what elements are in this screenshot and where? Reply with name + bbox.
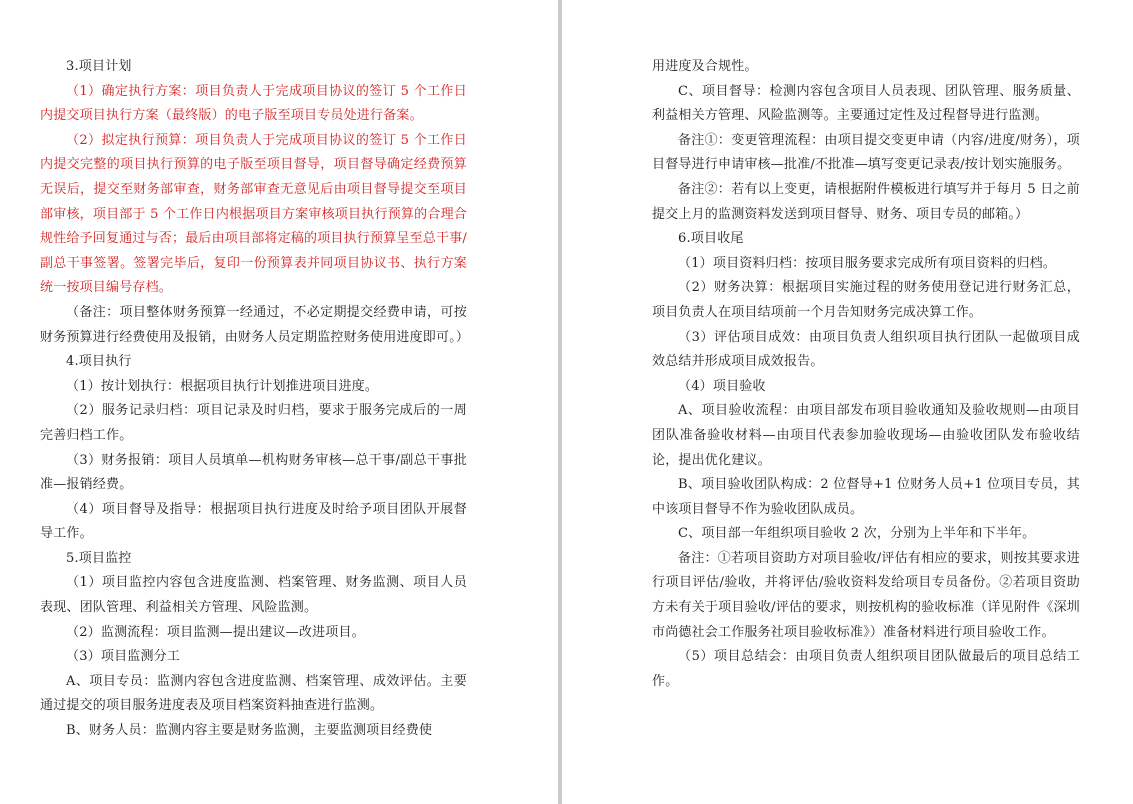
paragraph-project-officer: A、项目专员：监测内容包含进度监测、档案管理、成效评估。主要通过提交的项目服务进度表及项目档案资料抽查进行监测。	[40, 673, 467, 714]
paragraph-monitoring-division: （3）项目监测分工	[66, 649, 181, 665]
paragraph-supervision: （4）项目督导及指导：根据项目执行进度及时给予项目团队开展督导工作。	[40, 501, 467, 542]
paragraph-acceptance-process: A、项目验收流程：由项目部发布项目验收通知及验收规则—由项目团队准备验收材料—由项目代表参加验收现场—由验收团队发布验收结论，提出优化建议。	[652, 403, 1080, 468]
paragraph-archiving: （1）项目资料归档：按项目服务要求完成所有项目资料的归档。	[678, 255, 1057, 271]
heading-acceptance: （4）项目验收	[678, 378, 766, 394]
right-page-text	[652, 55, 1080, 694]
paragraph-change-note-1: 备注①：变更管理流程：由项目提交变更申请（内容/进度/财务），项目督导进行申请审核—批准/不批准—填写变更记录表/按计划实施服务。	[652, 132, 1080, 173]
paragraph-acceptance-note: 备注：①若项目资助方对项目验收/评估有相应的要求，则按其要求进行项目评估/验收，并将评估/验收资料发给项目专员备份。②若项目资助方未有关于项目验收/评估的要求，则按机构的验收标准（详见附件《深圳市尚德社会工作服务社项目验收标准》）准备材料进行项目验收工作。	[652, 550, 1080, 640]
heading-project-closing: 6.项目收尾	[678, 231, 744, 247]
paragraph-execution-budget: （2）拟定执行预算：项目负责人于完成项目协议的签订 5 个工作日内提交完整的项目执行预算的电子版至项目督导，项目督导确定经费预算无误后，提交至财务部审查，财务部审查无意见后由项目督导提交至项目部审核，项目部于 5 个工作日内根据项目方案审核项目执行预算的合理合规性给予回复通过与否；最后由项目部将定稿的项目执行预算呈至总干事/副总干事签署。签署完毕后，复印一份预算表并同项目协议书、执行方案统一按项目编号存档。	[40, 132, 467, 296]
paragraph-budget-note: （备注：项目整体财务预算一经通过，不必定期提交经费申请，可按财务预算进行经费使用及报销，由财务人员定期监控财务使用进度即可。）	[40, 304, 470, 345]
paragraph-change-note-2: 备注②：若有以上变更，请根据附件模板进行填写并于每月 5 日之前提交上月的监测资料发送到项目督导、财务、项目专员的邮箱。）	[652, 181, 1080, 222]
left-page-text	[40, 55, 470, 744]
paragraph-execution-plan: （1）确定执行方案：项目负责人于完成项目协议的签订 5 个工作日内提交项目执行方案（最终版）的电子版至项目专员处进行备案。	[40, 83, 467, 124]
paragraph-reimbursement: （3）财务报销：项目人员填单—机构财务审核—总干事/副总干事批准—报销经费。	[40, 452, 467, 493]
paragraph-acceptance-team: B、项目验收团队构成：2 位督导+1 位财务人员+1 位项目专员，其中该项目督导不作为验收团队成员。	[652, 477, 1080, 517]
paragraph-service-records: （2）服务记录归档：项目记录及时归档，要求于服务完成后的一周完善归档工作。	[40, 403, 467, 443]
paragraph-supervisor-monitoring: C、项目督导：检测内容包含项目人员表现、团队管理、服务质量、利益相关方管理、风险监测等。主要通过定性及过程督导进行监测。	[652, 83, 1080, 124]
heading-project-execution: 4.项目执行	[66, 354, 132, 370]
paragraph-continued: 用进度及合规性。	[652, 59, 758, 74]
paragraph-summary-meeting: （5）项目总结会：由项目负责人组织项目团队做最后的项目总结工作。	[652, 649, 1080, 689]
paragraph-finance-staff: B、财务人员：监测内容主要是财务监测，主要监测项目经费使	[66, 723, 433, 739]
paragraph-execute-plan: （1）按计划执行：根据项目执行计划推进项目进度。	[66, 378, 379, 394]
paragraph-acceptance-frequency: C、项目部一年组织项目验收 2 次，分别为上半年和下半年。	[678, 526, 1036, 542]
heading-project-plan: 3.项目计划	[66, 59, 132, 74]
paragraph-evaluate-outcomes: （3）评估项目成效：由项目负责人组织项目执行团队一起做项目成效总结并形成项目成效报告。	[652, 329, 1080, 370]
heading-project-monitoring: 5.项目监控	[66, 550, 132, 566]
paragraph-monitoring-process: （2）监测流程：项目监测—提出建议—改进项目。	[66, 624, 365, 640]
paragraph-final-accounts: （2）财务决算：根据项目实施过程的财务使用登记进行财务汇总，项目负责人在项目结项前一个月告知财务完成决算工作。	[652, 280, 1080, 320]
paragraph-monitoring-content: （1）项目监控内容包含进度监测、档案管理、财务监测、项目人员表现、团队管理、利益相关方管理、风险监测。	[40, 575, 467, 616]
left-page	[0, 0, 558, 804]
right-page	[562, 0, 1133, 804]
